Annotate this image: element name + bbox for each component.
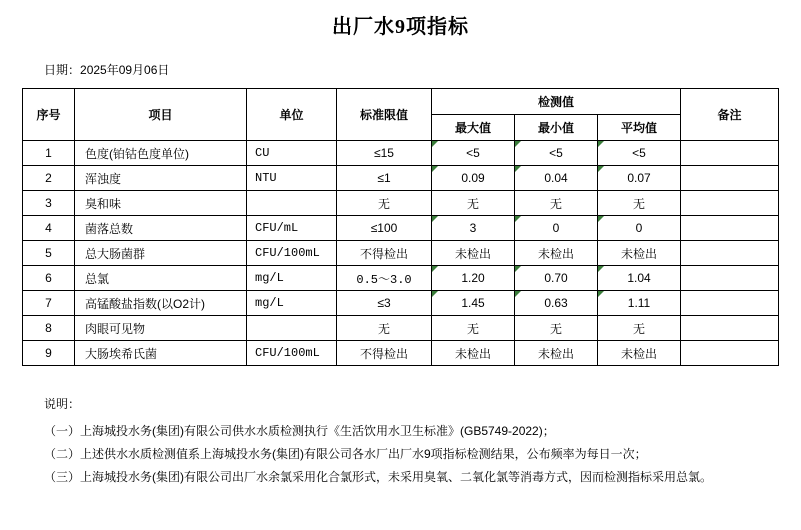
cell-unit: CFU/100mL bbox=[247, 241, 337, 266]
results-table-wrapper bbox=[22, 88, 779, 366]
cell-min: 未检出 bbox=[515, 341, 598, 366]
table-head bbox=[23, 89, 779, 141]
cell-item: 总大肠菌群 bbox=[75, 241, 247, 266]
cell-no: 8 bbox=[23, 316, 75, 341]
cell-item: 浑浊度 bbox=[75, 166, 247, 191]
cell-max: 无 bbox=[432, 316, 515, 341]
cell-no: 3 bbox=[23, 191, 75, 216]
cell-remark bbox=[681, 291, 779, 316]
results-table bbox=[22, 88, 779, 366]
cell-max: 3 bbox=[432, 216, 515, 241]
cell-no: 1 bbox=[23, 141, 75, 166]
cell-remark bbox=[681, 241, 779, 266]
cell-remark bbox=[681, 266, 779, 291]
note-line: （三）上海城投水务(集团)有限公司出厂水余氯采用化合氯形式，未采用臭氧、二氧化氯等消毒方式，因而检测指标采用总氯。 bbox=[44, 470, 712, 484]
cell-no: 5 bbox=[23, 241, 75, 266]
cell-avg: 无 bbox=[598, 191, 681, 216]
table-row bbox=[23, 341, 779, 366]
header-max: 最大值 bbox=[432, 115, 515, 141]
table-row bbox=[23, 291, 779, 316]
cell-unit: CU bbox=[247, 141, 337, 166]
cell-remark bbox=[681, 141, 779, 166]
header-unit: 单位 bbox=[247, 89, 337, 141]
notes-heading: 说明： bbox=[44, 397, 81, 411]
cell-unit: CFU/100mL bbox=[247, 341, 337, 366]
cell-max: 1.45 bbox=[432, 291, 515, 316]
cell-unit: mg/L bbox=[247, 266, 337, 291]
note-line: （二）上述供水水质检测值系上海城投水务(集团)有限公司各水厂出厂水9项指标检测结果，公布频率为每日一次； bbox=[44, 447, 647, 461]
table-row bbox=[23, 241, 779, 266]
table-row bbox=[23, 266, 779, 291]
cell-no: 2 bbox=[23, 166, 75, 191]
cell-no: 9 bbox=[23, 341, 75, 366]
cell-max: 未检出 bbox=[432, 241, 515, 266]
header-remark: 备注 bbox=[681, 89, 779, 141]
table-row bbox=[23, 166, 779, 191]
cell-remark bbox=[681, 216, 779, 241]
cell-min: 0.04 bbox=[515, 166, 598, 191]
cell-limit: 不得检出 bbox=[337, 341, 432, 366]
note-line: （一）上海城投水务(集团)有限公司供水水质检测执行《生活饮用水卫生标准》(GB5749-2022)； bbox=[44, 424, 555, 438]
header-item: 项目 bbox=[75, 89, 247, 141]
cell-min: 0.63 bbox=[515, 291, 598, 316]
cell-limit: 无 bbox=[337, 316, 432, 341]
cell-no: 4 bbox=[23, 216, 75, 241]
cell-remark bbox=[681, 166, 779, 191]
table-row bbox=[23, 191, 779, 216]
cell-limit: ≤1 bbox=[337, 166, 432, 191]
table-row bbox=[23, 216, 779, 241]
cell-max: 未检出 bbox=[432, 341, 515, 366]
cell-limit: 0.5～3.0 bbox=[337, 266, 432, 291]
header-no: 序号 bbox=[23, 89, 75, 141]
header-limit: 标准限值 bbox=[337, 89, 432, 141]
cell-min: <5 bbox=[515, 141, 598, 166]
cell-remark bbox=[681, 316, 779, 341]
cell-min: 无 bbox=[515, 191, 598, 216]
cell-unit: NTU bbox=[247, 166, 337, 191]
cell-unit bbox=[247, 316, 337, 341]
header-avg: 平均值 bbox=[598, 115, 681, 141]
cell-avg: 0.07 bbox=[598, 166, 681, 191]
cell-avg: 1.11 bbox=[598, 291, 681, 316]
cell-unit: mg/L bbox=[247, 291, 337, 316]
cell-min: 无 bbox=[515, 316, 598, 341]
report-date bbox=[44, 61, 801, 78]
cell-item: 臭和味 bbox=[75, 191, 247, 216]
cell-avg: 无 bbox=[598, 316, 681, 341]
header-min: 最小值 bbox=[515, 115, 598, 141]
cell-avg: 1.04 bbox=[598, 266, 681, 291]
cell-item: 肉眼可见物 bbox=[75, 316, 247, 341]
cell-item: 大肠埃希氏菌 bbox=[75, 341, 247, 366]
cell-item: 色度(铂钴色度单位) bbox=[75, 141, 247, 166]
header-detect-group: 检测值 bbox=[432, 89, 681, 115]
date-value: 2025年09月06日 bbox=[80, 63, 170, 77]
cell-avg: <5 bbox=[598, 141, 681, 166]
table-header-row-1 bbox=[23, 89, 779, 115]
page-title: 出厂水9项指标 bbox=[332, 16, 469, 38]
cell-min: 未检出 bbox=[515, 241, 598, 266]
table-row bbox=[23, 141, 779, 166]
cell-no: 7 bbox=[23, 291, 75, 316]
cell-remark bbox=[681, 341, 779, 366]
cell-limit: 无 bbox=[337, 191, 432, 216]
cell-unit: CFU/mL bbox=[247, 216, 337, 241]
cell-max: 无 bbox=[432, 191, 515, 216]
cell-min: 0.70 bbox=[515, 266, 598, 291]
cell-max: 0.09 bbox=[432, 166, 515, 191]
cell-limit: ≤3 bbox=[337, 291, 432, 316]
table-row bbox=[23, 316, 779, 341]
cell-unit bbox=[247, 191, 337, 216]
notes-section bbox=[44, 394, 801, 488]
report-page bbox=[0, 10, 801, 530]
date-label: 日期： bbox=[44, 63, 81, 77]
cell-limit: ≤15 bbox=[337, 141, 432, 166]
cell-remark bbox=[681, 191, 779, 216]
cell-max: <5 bbox=[432, 141, 515, 166]
cell-max: 1.20 bbox=[432, 266, 515, 291]
cell-item: 菌落总数 bbox=[75, 216, 247, 241]
cell-item: 总氯 bbox=[75, 266, 247, 291]
cell-no: 6 bbox=[23, 266, 75, 291]
cell-limit: ≤100 bbox=[337, 216, 432, 241]
cell-avg: 未检出 bbox=[598, 241, 681, 266]
cell-avg: 未检出 bbox=[598, 341, 681, 366]
cell-avg: 0 bbox=[598, 216, 681, 241]
cell-limit: 不得检出 bbox=[337, 241, 432, 266]
table-body bbox=[23, 141, 779, 366]
cell-item: 高锰酸盐指数(以O2计) bbox=[75, 291, 247, 316]
cell-min: 0 bbox=[515, 216, 598, 241]
